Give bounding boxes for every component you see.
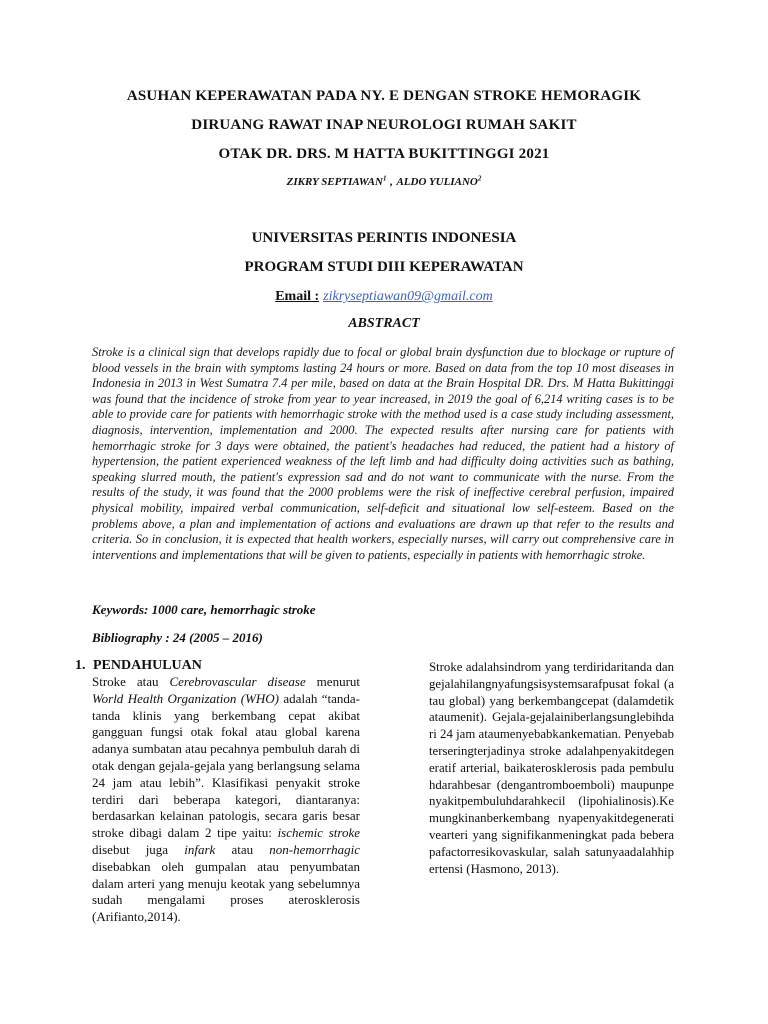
email-line [0, 289, 768, 305]
term-ischemic-stroke: ischemic stroke [277, 825, 360, 841]
section-title: PENDAHULUAN [93, 658, 202, 673]
section-number: 1. [75, 658, 86, 673]
abstract-text: Stroke is a clinical sign that develops rapidly due to focal or global brain dysfunction due to blockage or rupture of blood vessels in the brain with symptoms lasting 24 hours or more. Based on data from the top 10 most diseases in Indonesia in 2013 in West Sumatra 7.4 per mile, based on data at the Brain Hospital DR. Drs. M Hatta Bukittinggi was found that the incidence of stroke from year to year increased, in 2019 the goal of 6,214 writing cases is to be able to provide care for patients with hemorrhagic stroke with the method used is a case study including assessment, diagnosis, intervention, implementation and 2000. The expected results after nursing care for patients with hemorrhagic stroke for 3 days were obtained, the patient's headaches had reduced, the patient had a history of hypertension, the patient experienced weakness of the left limb and had difficulty doing activities such as bathing, speaking slurred mouth, the patient's expression sad and do not want to communicate with the nurse. From the results of the study, it was found that the 2000 problems were the risk of ineffective cerebral perfusion, impaired physical mobility, impaired verbal communication, self-deficit and situational low self-esteem. Based on the problems above, a plan and implementation of actions and evaluations are drawn up that refer to the results and criteria. So in conclusion, it is expected that health workers, especially nurses, will carry out comprehensive care in interventions and implementations that will be given to patients, especially in patients with hemorrhagic stroke. [92, 345, 674, 562]
author-1-name: ZIKRY SEPTIAWAN [286, 176, 383, 188]
right-column-paragraph: Stroke adalahsindrom yang terdiridaritanda dangejalahilangnyafungsisystemsarafpusat fokal (atau global) yang berkembangcepat (dalamdetikataumenit). Gejala-gejalainiberlangsunglebihdari 24 jam ataumenyebabkankematian. Penyebabterseringterjadinya stroke adalahpenyakitdegeneratif arterial, baikaterosklerosis pada pembuluhdarahbesar (dengantromboemboli) maupunpenyakitpembuluhdarahkecil (lipohialinosis).Kemungkinanberkembang nyapenyakitdegenerativearteri yang signifikanmeningkat pada beberapafactorresikovaskular, salah satunyaadalahhipertensi (Hasmono, 2013). [429, 660, 674, 876]
section-heading [75, 658, 202, 674]
author-1-affiliation-mark: 1 [382, 174, 387, 183]
keywords: Keywords: 1000 care, hemorrhagic stroke [92, 602, 316, 617]
abstract-heading: ABSTRACT [348, 316, 420, 331]
institution-name: UNIVERSITAS PERINTIS INDONESIA [251, 230, 517, 246]
author-2-affiliation-mark: 2 [477, 174, 482, 183]
program-name: PROGRAM STUDI DIII KEPERAWATAN [244, 259, 524, 275]
text-run: adalah “tanda-tanda klinis yang berkembang cepat akibat gangguan fungsi otak fokal atau global karena adanya sumbatan atau pecahnya pembuluh darah di otak dengan gejala-gejala yang berlangsung selama 24 jam atau lebih”. Klasifikasi penyakit stroke terdiri dari beberapa kategori, diantaranya: berdasarkan kelainan patologis, secara garis besar stroke dibagi dalam 2 tipe yaitu: [92, 690, 360, 841]
text-run: disebabkan oleh gumpalan atau penyumbatan dalam arteri yang menuju keotak yang sebelumnya sudah mengalami proses aterosklerosis (Arifianto,2014). [92, 858, 360, 925]
text-run: atau [215, 841, 270, 857]
text-run: disebut juga [92, 841, 185, 857]
left-column-paragraph [92, 674, 360, 926]
paper-title-line-2: DIRUANG RAWAT INAP NEUROLOGI RUMAH SAKIT [191, 117, 577, 133]
author-2-name: ALDO YULIANO [396, 176, 478, 188]
author-line: ZIKRY SEPTIAWAN$^1$ , ALDO YULIANO$^2$ [286, 174, 482, 188]
email-link[interactable]: zikryseptiawan09@gmail.com [323, 289, 493, 304]
paper-title-line-3: OTAK DR. DRS. M HATTA BUKITTINGGI 2021 [218, 146, 550, 162]
text-run: menurut [305, 674, 361, 689]
term-infark: infark [184, 841, 216, 857]
text-run: Stroke atau [92, 674, 170, 689]
term-who: World Health Organization (WHO) [92, 690, 280, 706]
bibliography-count: Bibliography : 24 (2005 – 2016) [92, 630, 263, 645]
paper-title-line-1: ASUHAN KEPERAWATAN PADA NY. E DENGAN STROKE HEMORAGIK [126, 88, 642, 104]
term-non-hemorrhagic: non-hemorrhagic [269, 841, 361, 857]
email-label: Email : [275, 289, 320, 304]
term-cerebrovascular-disease: Cerebrovascular disease [169, 674, 306, 689]
